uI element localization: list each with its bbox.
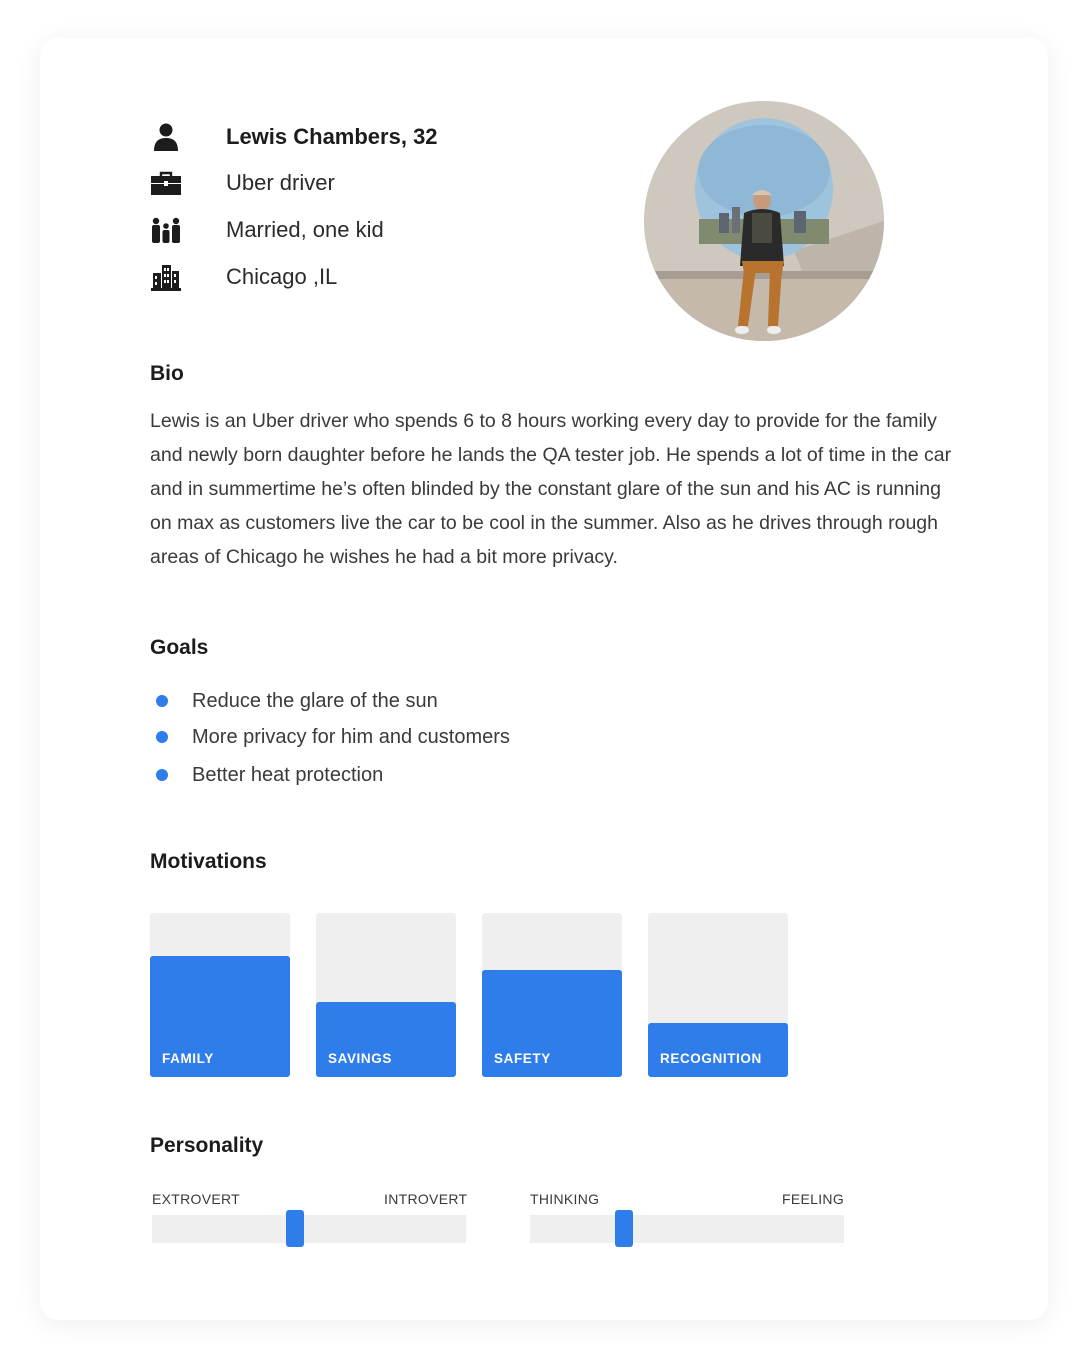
bullet-icon	[156, 731, 168, 743]
goal-text: More privacy for him and customers	[192, 725, 510, 748]
bullet-icon	[156, 769, 168, 781]
motivation-bar-savings	[316, 913, 456, 1077]
slider-right-label: FEELING	[782, 1191, 845, 1207]
bio-title: Bio	[150, 362, 184, 385]
motivation-label: SAVINGS	[328, 1051, 392, 1066]
extrovert-introvert-slider[interactable]	[152, 1215, 466, 1243]
personality-title: Personality	[150, 1134, 264, 1157]
profile-location: Chicago ,IL	[226, 264, 338, 289]
bio-text: Lewis is an Uber driver who spends 6 to 8 hours working every day to provide for the family and newly born daughter before he lands the QA tester job. He spends a lot of time in the car and in summertime he’s often blinded by the constant glare of the sun and his AC is running on max as customers live the car to be cool in the summer. Also as he drives through rough areas of Chicago he wishes he had a bit more privacy.	[150, 410, 952, 568]
goal-item	[150, 722, 510, 752]
persona-card	[40, 38, 1048, 1320]
motivation-label: FAMILY	[162, 1051, 214, 1066]
profile-family: Married, one kid	[226, 217, 384, 242]
person-icon	[150, 122, 182, 152]
slider-thumb[interactable]	[286, 1210, 304, 1247]
profile-occupation: Uber driver	[226, 170, 335, 195]
motivation-bar-recognition	[648, 913, 788, 1077]
slider-thumb[interactable]	[615, 1210, 633, 1247]
city-icon	[150, 262, 182, 292]
motivation-label: SAFETY	[494, 1051, 551, 1066]
avatar	[644, 101, 884, 341]
slider-right-label: INTROVERT	[384, 1191, 468, 1207]
profile-occupation-row	[150, 168, 335, 198]
briefcase-icon	[150, 168, 182, 198]
goals-title: Goals	[150, 636, 209, 659]
goal-item	[150, 686, 438, 716]
goal-text: Better heat protection	[192, 763, 384, 786]
profile-location-row	[150, 262, 338, 292]
profile-name-row	[150, 122, 438, 152]
motivation-bar-family	[150, 913, 290, 1077]
family-icon	[150, 215, 182, 245]
profile-name: Lewis Chambers, 32	[226, 124, 438, 149]
motivation-label: RECOGNITION	[660, 1051, 762, 1066]
motivations-title: Motivations	[150, 850, 267, 873]
thinking-feeling-slider[interactable]	[530, 1215, 844, 1243]
motivation-fill	[648, 1023, 788, 1077]
slider-left-label: THINKING	[530, 1191, 600, 1207]
motivation-bar-safety	[482, 913, 622, 1077]
bullet-icon	[156, 695, 168, 707]
goal-text: Reduce the glare of the sun	[192, 689, 438, 712]
profile-family-row	[150, 215, 384, 245]
goal-item	[150, 760, 384, 790]
slider-left-label: EXTROVERT	[152, 1191, 241, 1207]
